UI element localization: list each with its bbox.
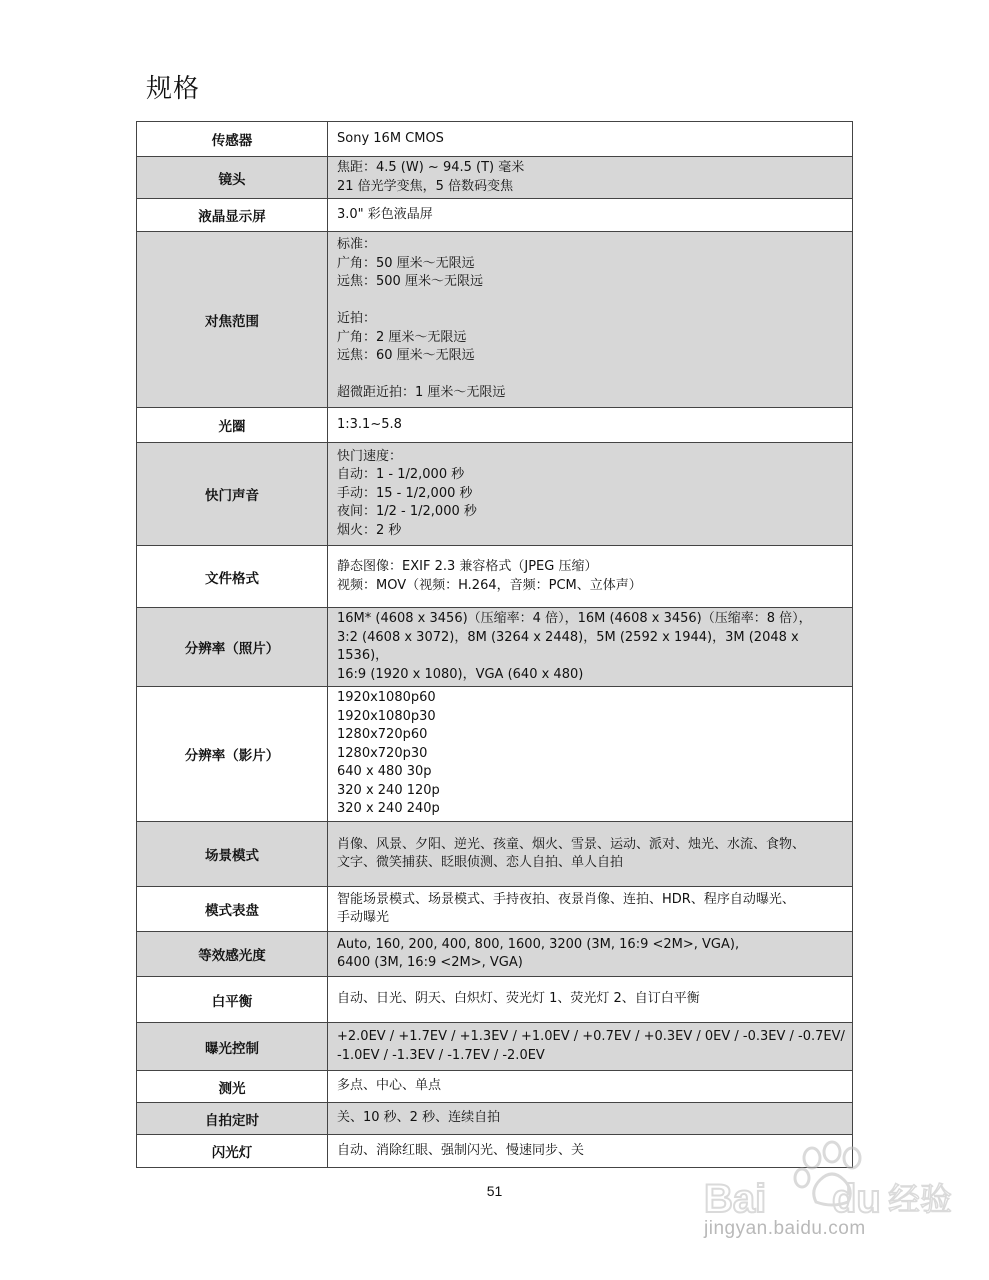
row-value: 1920x1080p60 1920x1080p30 1280x720p60 1280x720p30 640 x 480 30p 320 x 240 120p 320 x 240 240p: [328, 687, 853, 822]
row-value: 静态图像：EXIF 2.3 兼容格式（JPEG 压缩） 视频：MOV（视频：H.264，音频：PCM、立体声）: [328, 546, 853, 608]
table-row: [137, 932, 853, 977]
row-label: 自拍定时: [137, 1103, 328, 1135]
table-row: [137, 232, 853, 408]
row-value: 肖像、风景、夕阳、逆光、孩童、烟火、雪景、运动、派对、烛光、水流、食物、 文字、微笑捕获、眨眼侦测、恋人自拍、单人自拍: [328, 822, 853, 887]
row-value: 焦距：4.5 (W) ~ 94.5 (T) 毫米 21 倍光学变焦，5 倍数码变焦: [328, 157, 853, 199]
row-label: 液晶显示屏: [137, 199, 328, 232]
spec-table: [136, 121, 853, 1168]
row-label: 对焦范围: [137, 232, 328, 408]
table-row: [137, 822, 853, 887]
row-value: Sony 16M CMOS: [328, 122, 853, 157]
row-value: 1:3.1~5.8: [328, 408, 853, 443]
row-label: 闪光灯: [137, 1135, 328, 1168]
row-value: 智能场景模式、场景模式、手持夜拍、夜景肖像、连拍、HDR、程序自动曝光、 手动曝光: [328, 887, 853, 932]
row-value: 标准： 广角：50 厘米～无限远 远焦：500 厘米～无限远 近拍： 广角：2 厘米～无限远 远焦：60 厘米～无限远 超微距近拍：1 厘米～无限远: [328, 232, 853, 408]
table-row: [137, 608, 853, 687]
row-label: 白平衡: [137, 977, 328, 1023]
row-value: +2.0EV / +1.7EV / +1.3EV / +1.0EV / +0.7EV / +0.3EV / 0EV / -0.3EV / -0.7EV/ -1.0EV / -1.3EV / -1.7EV / -2.0EV: [328, 1023, 853, 1071]
row-value: 关、10 秒、2 秒、连续自拍: [328, 1103, 853, 1135]
table-row: [137, 887, 853, 932]
svg-text:du: du: [832, 1177, 881, 1221]
row-value: 多点、中心、单点: [328, 1071, 853, 1103]
row-label: 文件格式: [137, 546, 328, 608]
table-row: [137, 1023, 853, 1071]
row-value: Auto, 160, 200, 400, 800, 1600, 3200 (3M, 16:9 <2M>, VGA), 6400 (3M, 16:9 <2M>, VGA): [328, 932, 853, 977]
row-label: 等效感光度: [137, 932, 328, 977]
row-label: 快门声音: [137, 443, 328, 546]
row-value: 自动、日光、阴天、白炽灯、荧光灯 1、荧光灯 2、自订白平衡: [328, 977, 853, 1023]
svg-text:Bai: Bai: [704, 1177, 767, 1221]
table-row: [137, 122, 853, 157]
row-label: 场景模式: [137, 822, 328, 887]
svg-text:经验: 经验: [888, 1180, 953, 1218]
row-label: 光圈: [137, 408, 328, 443]
table-row: [137, 687, 853, 822]
row-label: 曝光控制: [137, 1023, 328, 1071]
table-row: [137, 1103, 853, 1135]
watermark-url: jingyan.baidu.com: [704, 1218, 866, 1239]
page-number: 51: [486, 1183, 503, 1199]
table-row: [137, 1071, 853, 1103]
table-row: [137, 408, 853, 443]
table-row: [137, 546, 853, 608]
row-label: 传感器: [137, 122, 328, 157]
page-title: 规格: [146, 74, 201, 104]
row-label: 分辨率（照片）: [137, 608, 328, 687]
row-label: 模式表盘: [137, 887, 328, 932]
row-label: 镜头: [137, 157, 328, 199]
table-row: [137, 199, 853, 232]
row-value: 3.0" 彩色液晶屏: [328, 199, 853, 232]
row-value: 自动、消除红眼、强制闪光、慢速同步、关: [328, 1135, 853, 1168]
row-label: 测光: [137, 1071, 328, 1103]
row-value: 16M* (4608 x 3456)（压缩率：4 倍），16M (4608 x 3456)（压缩率：8 倍）， 3:2 (4608 x 3072)，8M (3264 x 2448)，5M (2592 x 1944)，3M (2048 x 1536)， 16:9 (1920 x 1080)，VGA (640 x 480): [328, 608, 853, 687]
row-label: 分辨率（影片）: [137, 687, 328, 822]
table-row: [137, 157, 853, 199]
row-value: 快门速度： 自动：1 - 1/2,000 秒 手动：15 - 1/2,000 秒 夜间：1/2 - 1/2,000 秒 烟火：2 秒: [328, 443, 853, 546]
table-row: [137, 443, 853, 546]
table-row: [137, 977, 853, 1023]
